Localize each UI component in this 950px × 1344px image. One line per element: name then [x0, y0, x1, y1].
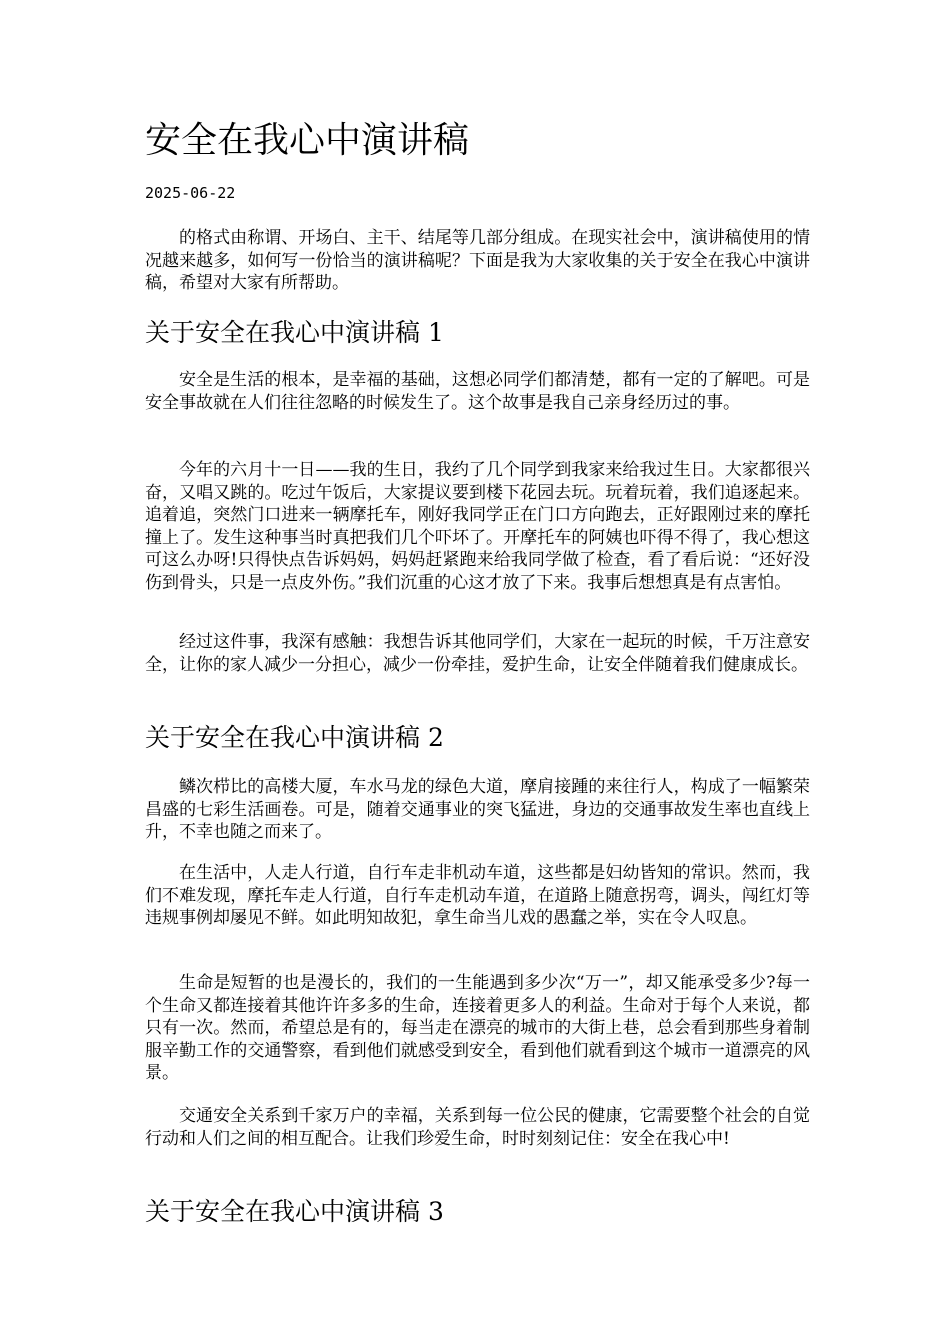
section-1-paragraph-3: 经过这件事，我深有感触：我想告诉其他同学们，大家在一起玩的时候，千万注意安全，让你的家人减少一分担心，减少一份牵挂，爱护生命，让安全伴随着我们健康成长。 [145, 632, 810, 675]
intro-paragraph: 的格式由称谓、开场白、主干、结尾等几部分组成。在现实社会中，演讲稿使用的情况越来越多，如何写一份恰当的演讲稿呢？下面是我为大家收集的关于安全在我心中演讲稿，希望对大家有所帮助。 [145, 228, 810, 293]
section-heading-1: 关于安全在我心中演讲稿 1 [145, 318, 444, 347]
section-1-paragraph-2: 今年的六月十一日——我的生日，我约了几个同学到我家来给我过生日。大家都很兴奋，又唱又跳的。吃过午饭后，大家提议要到楼下花园去玩。玩着玩着，我们追逐起来。追着追，突然门口进来一辆摩托车，刚好我同学正在门口方向跑去，正好跟刚过来的摩托撞上了。发生这种事当时真把我们几个吓坏了。开摩托车的阿姨也吓得不得了，我心想这可这么办呀!只得快点告诉妈妈，妈妈赶紧跑来给我同学做了检查，看了看后说：“还好没伤到骨头，只是一点皮外伤。”我们沉重的心这才放了下来。我事后想想真是有点害怕。 [145, 460, 810, 593]
section-1-paragraph-1: 安全是生活的根本，是幸福的基础，这想必同学们都清楚，都有一定的了解吧。可是安全事故就在人们往往忽略的时候发生了。这个故事是我自己亲身经历过的事。 [145, 370, 810, 413]
publish-date: 2025-06-22 [145, 184, 236, 202]
section-2-paragraph-3: 生命是短暂的也是漫长的，我们的一生能遇到多少次“万一”，却又能承受多少?每一个生命又都连接着其他许许多多的生命，连接着更多人的利益。生命对于每个人来说，都只有一次。然而，希望总是有的，每当走在漂亮的城市的大街上巷，总会看到那些身着制服辛勤工作的交通警察，看到他们就感受到安全，看到他们就看到这个城市一道漂亮的风景。 [145, 973, 810, 1083]
section-2-paragraph-4: 交通安全关系到千家万户的幸福，关系到每一位公民的健康，它需要整个社会的自觉行动和人们之间的相互配合。让我们珍爱生命，时时刻刻记住：安全在我心中! [145, 1106, 810, 1149]
section-heading-2: 关于安全在我心中演讲稿 2 [145, 723, 444, 752]
section-2-paragraph-1: 鳞次栉比的高楼大厦，车水马龙的绿色大道，摩肩接踵的来往行人，构成了一幅繁荣昌盛的七彩生活画卷。可是，随着交通事业的突飞猛进，身边的交通事故发生率也直线上升，不幸也随之而来了。 [145, 777, 810, 842]
section-2-paragraph-2: 在生活中，人走人行道，自行车走非机动车道，这些都是妇幼皆知的常识。然而，我们不难发现，摩托车走人行道，自行车走机动车道，在道路上随意拐弯，调头，闯红灯等违规事例却屡见不鲜。如此明知故犯，拿生命当儿戏的愚蠢之举，实在令人叹息。 [145, 863, 810, 928]
section-heading-3: 关于安全在我心中演讲稿 3 [145, 1197, 444, 1226]
page-title: 安全在我心中演讲稿 [145, 120, 470, 161]
